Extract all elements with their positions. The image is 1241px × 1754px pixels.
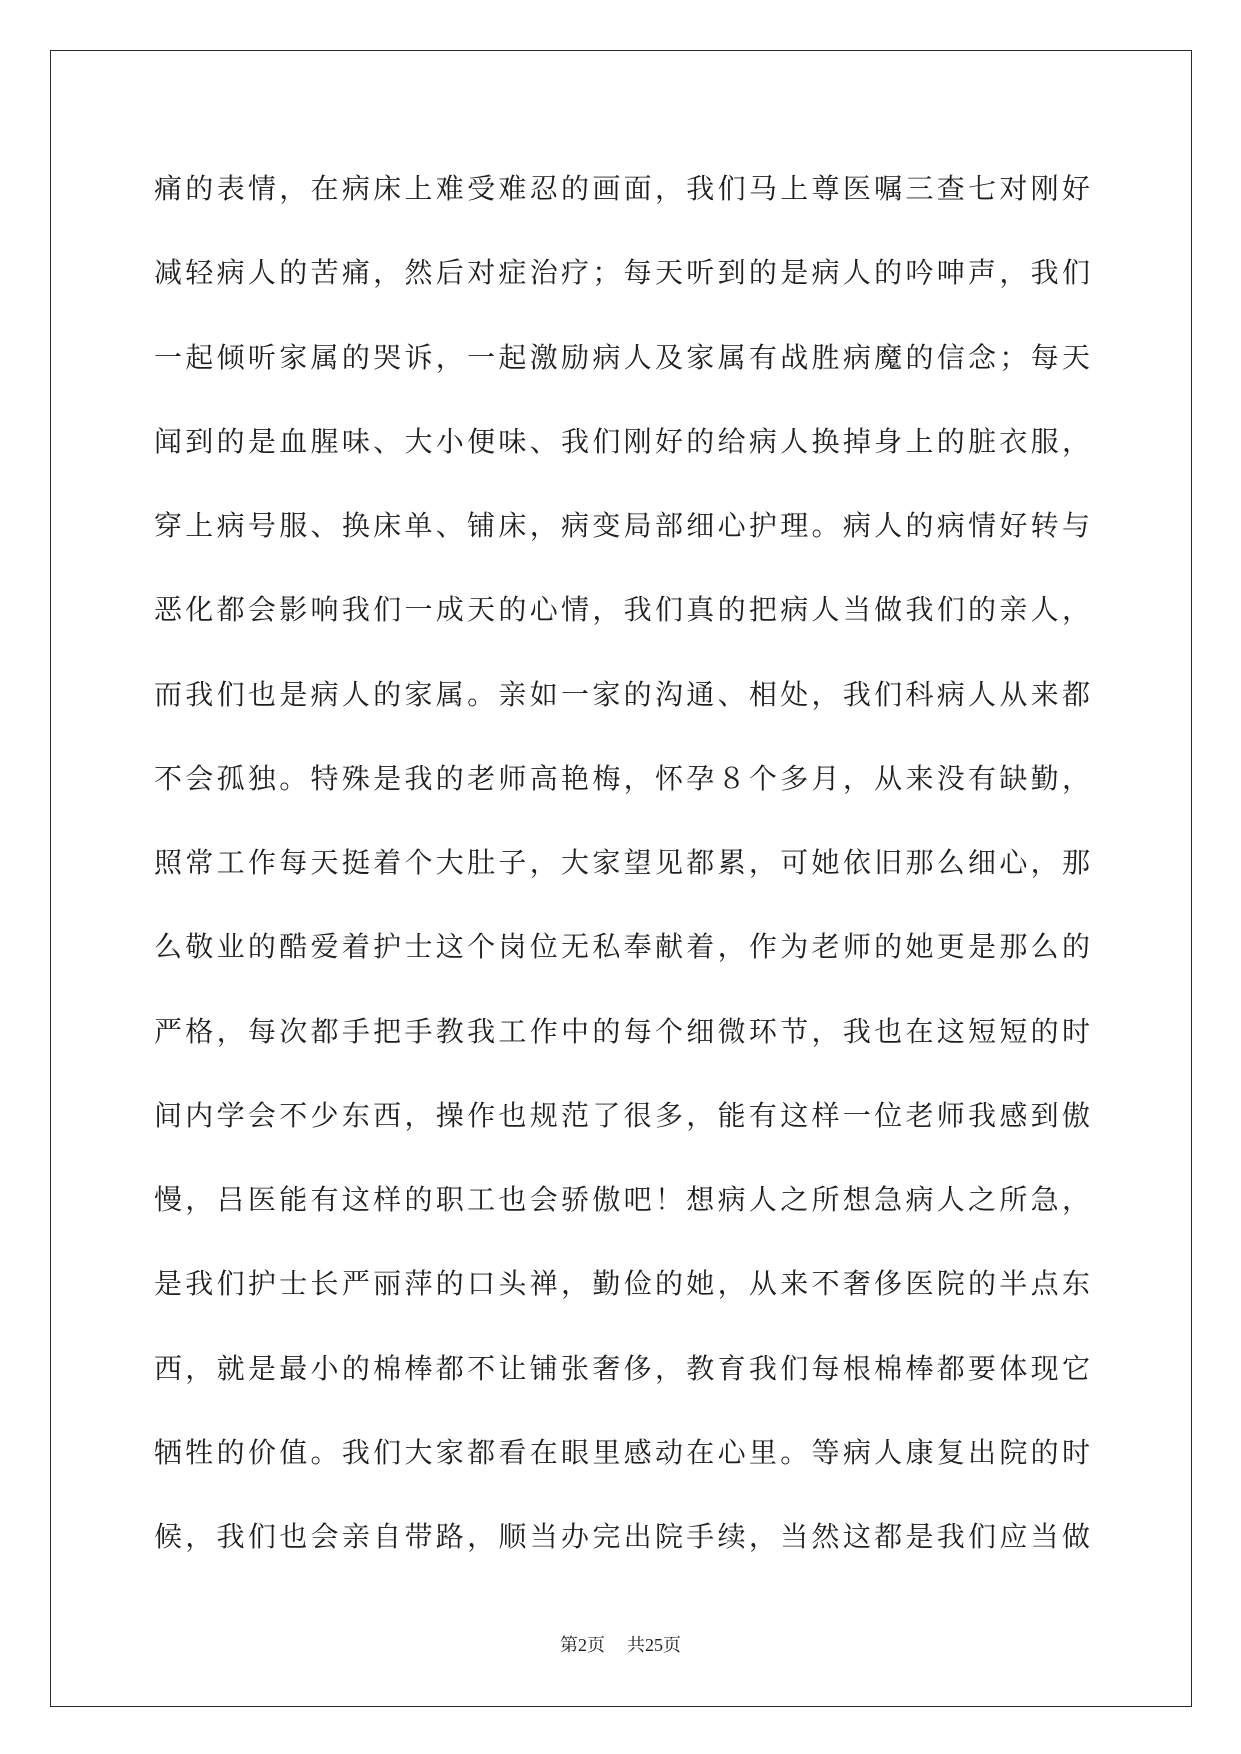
body-text-line: 候，我们也会亲自带路，顺当办完出院手续，当然这都是我们应当做 [154, 1520, 1090, 1553]
body-text-line: 牺牲的价值。我们大家都看在眼里感动在心里。等病人康复出院的时 [154, 1435, 1090, 1469]
total-pages-label: 共25页 [627, 1635, 681, 1655]
body-text-line: 穿上病号服、换床单、铺床，病变局部细心护理。病人的病情好转与 [154, 509, 1090, 542]
current-page-label: 第2页 [560, 1635, 605, 1655]
body-text-line: 痛的表情，在病床上难受难忍的画面，我们马上尊医嘱三查七对刚好 [154, 172, 1090, 205]
body-text-line: 减轻病人的苦痛，然后对症治疗；每天听到的是病人的吟呻声，我们 [154, 256, 1090, 290]
body-text-line: 闻到的是血腥味、大小便味、我们刚好的给病人换掉身上的脏衣服， [154, 424, 1090, 458]
body-text-line: 一起倾听家属的哭诉，一起激励病人及家属有战胜病魔的信念；每天 [154, 340, 1090, 374]
body-text-line: 而我们也是病人的家属。亲如一家的沟通、相处，我们科病人从来都 [154, 677, 1090, 711]
body-text-line: 恶化都会影响我们一成天的心情，我们真的把病人当做我们的亲人， [154, 593, 1090, 627]
body-text-line: 间内学会不少东西，操作也规范了很多，能有这样一位老师我感到傲 [154, 1098, 1090, 1132]
document-body [154, 147, 1090, 1579]
body-text-line: 不会孤独。特殊是我的老师高艳梅，怀孕８个多月，从来没有缺勤， [154, 761, 1090, 795]
body-text-line: 是我们护士长严丽萍的口头禅，勤俭的她，从来不奢侈医院的半点东 [154, 1267, 1090, 1301]
body-text-line: 照常工作每天挺着个大肚子，大家望见都累，可她依旧那么细心，那 [154, 846, 1090, 879]
body-text-line: 么敬业的酷爱着护士这个岗位无私奉献着，作为老师的她更是那么的 [154, 930, 1090, 964]
page-footer [0, 1633, 1241, 1657]
body-text-line: 西，就是最小的棉棒都不让铺张奢侈，教育我们每根棉棒都要体现它 [154, 1351, 1090, 1385]
body-text-line: 严格，每次都手把手教我工作中的每个细微环节，我也在这短短的时 [154, 1014, 1090, 1048]
body-text-line: 慢，吕医能有这样的职工也会骄傲吧！想病人之所想急病人之所急， [154, 1183, 1090, 1216]
